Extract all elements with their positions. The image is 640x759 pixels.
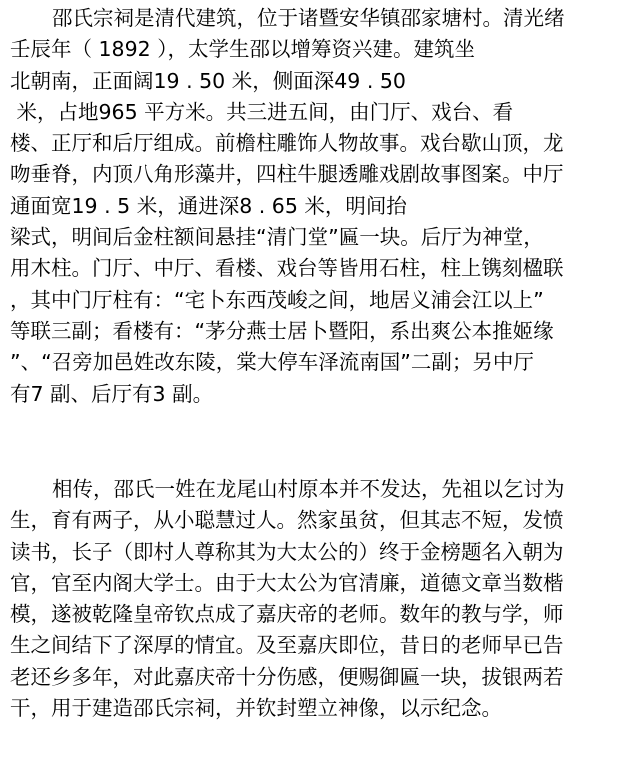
text-line: 米，占地965 平方米。共三进五间，由门厅、戏台、看 <box>10 99 514 124</box>
text-line: 官，官至内阁大学士。由于大太公为官清廉，道德文章当数楷 <box>10 570 564 595</box>
text-line: ”、“召旁加邑姓改东陵，棠大停车泽流南国”二副；另中厅 <box>10 350 534 375</box>
text-line: 模，遂被乾隆皇帝钦点成了嘉庆帝的老师。数年的教与学，师 <box>10 602 564 627</box>
text-line: 有7 副、后厅有3 副。 <box>10 381 214 406</box>
paragraph-history <box>10 3 635 410</box>
text-line: ，其中门厅柱有：“宅卜东西茂峻之间，地居义浦会江以上” <box>10 287 544 312</box>
text-line: 壬辰年（ 1892 ），太学生邵以增筹资兴建。建筑坐 <box>10 37 475 62</box>
text-line: 用木柱。门厅、中厅、看楼、戏台等皆用石柱，柱上镌刻楹联 <box>10 256 564 281</box>
paragraph-legend <box>10 474 635 724</box>
text-line: 梁式，明间后金柱额间悬挂“清门堂”匾一块。后厅为神堂， <box>10 225 544 250</box>
text-line: 干，用于建造邵氏宗祠，并钦封塑立神像，以示纪念。 <box>10 696 502 721</box>
text-line: 邵氏宗祠是清代建筑，位于诸暨安华镇邵家塘村。清光绪 <box>52 6 565 30</box>
text-line: 通面宽19 . 5 米，通进深8 . 65 米，明间抬 <box>10 193 407 218</box>
text-line: 相传，邵氏一姓在龙尾山村原本并不发达，先祖以乞讨为 <box>52 477 565 501</box>
text-line: 生之间结下了深厚的情宜。及至嘉庆即位，昔日的老师早已告 <box>10 633 564 658</box>
text-line: 等联三副；看楼有：“茅分燕士居卜暨阳，系出爽公本推姬缘 <box>10 318 554 343</box>
text-line: 楼、正厅和后厅组成。前檐柱雕饰人物故事。戏台歇山顶，龙 <box>10 131 564 156</box>
text-line: 生，育有两子，从小聪慧过人。然家虽贫，但其志不短，发愤 <box>10 508 564 533</box>
text-line: 读书，长子（即村人尊称其为大太公的）终于金榜题名入朝为 <box>10 539 564 564</box>
text-line: 吻垂脊，内顶八角形藻井，四柱牛腿透雕戏剧故事图案。中厅 <box>10 162 564 187</box>
text-line: 北朝南，正面阔19 . 50 米，侧面深49 . 50 <box>10 68 406 93</box>
text-line: 老还乡多年，对此嘉庆帝十分伤感，便赐御匾一块，拔银两若 <box>10 664 564 689</box>
